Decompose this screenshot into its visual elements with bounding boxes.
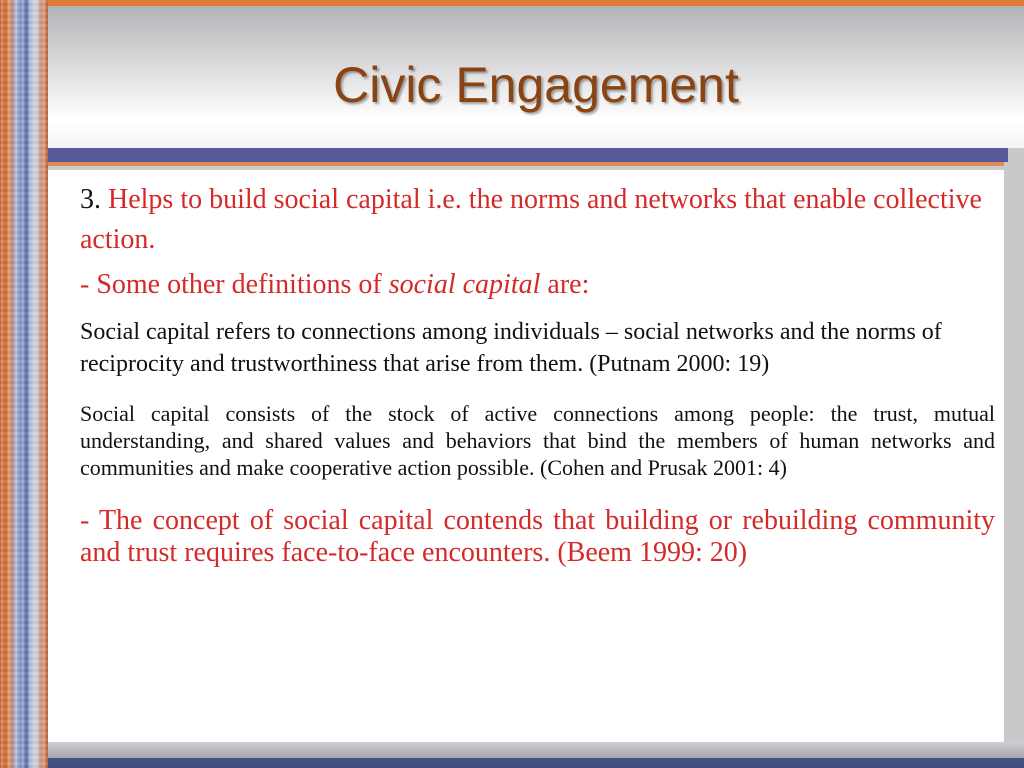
definitions-intro-suffix: are: <box>540 269 590 300</box>
putnam-quote: Social capital refers to connections among individuals – social networks and the norms of reciprocity and trustworthiness that arise from them. (Putnam 2000: 19) <box>80 319 942 377</box>
point-3 <box>80 180 995 260</box>
title-rule-orange <box>48 162 1004 166</box>
decorative-left-strip <box>0 0 48 768</box>
title-rule-blue <box>48 148 1008 162</box>
title-area <box>48 6 1024 148</box>
cohen-prusak-quote: Social capital consists of the stock of active connections among people: the trust, mutual understanding, and shared values and behaviors that bind the members of human networks and communities and make cooperative action possible. (Cohen and Prusak 2001: 4) <box>80 401 995 480</box>
slide-title: Civic Engagement <box>333 57 739 113</box>
definitions-intro-prefix: - Some other definitions of <box>80 269 389 300</box>
slide-body <box>80 180 995 569</box>
definitions-intro <box>80 266 995 304</box>
bottom-line <box>48 758 1024 768</box>
point-3-text: Helps to build social capital i.e. the norms and networks that enable collective action. <box>80 184 982 255</box>
point-3-number: 3. <box>80 184 101 215</box>
right-shade <box>1004 148 1024 768</box>
beem-concept: - The concept of social capital contends that building or rebuilding community and trust requires face-to-face encounters. (Beem 1999: 20) <box>80 505 995 568</box>
definitions-intro-emphasis: social capital <box>388 269 541 300</box>
